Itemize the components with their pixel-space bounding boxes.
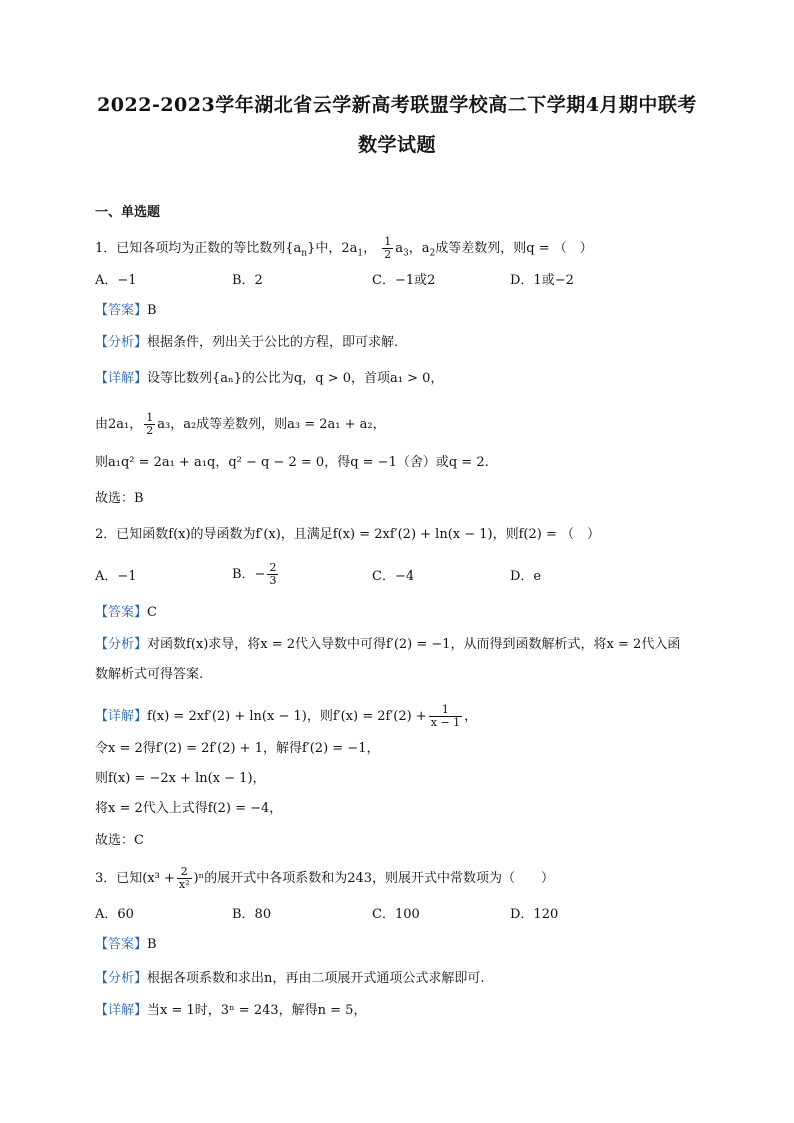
q2-detail-line: 则f(x) = −2x + ln(x − 1)，: [95, 771, 266, 786]
q1-option-d: D．1或−2: [510, 273, 574, 288]
q2-detail-line: 令x = 2得f′(2) = 2f′(2) + 1，解得f′(2) = −1，: [95, 741, 380, 756]
q3-analysis: 【分析】根据各项系数和求出n，再由二项展开式通项公式求解即可.: [95, 971, 485, 986]
q2-conclusion: 故选：C: [95, 833, 144, 848]
q3-answer: 【答案】B: [95, 937, 157, 952]
q1-detail-line: 则a₁q² = 2a₁ + a₁q，q² − q − 2 = 0，得q = −1（舍）或q = 2.: [95, 455, 489, 470]
q1-option-b: B．2: [232, 273, 263, 288]
q3-detail-line: 【详解】当x = 1时，3ⁿ = 243，解得n = 5，: [95, 1003, 367, 1018]
q2-option-d: D．e: [510, 569, 542, 584]
q2-analysis-cont: 数解析式可得答案.: [95, 667, 204, 682]
q2-detail-line: 将x = 2代入上式得f(2) = −4，: [95, 801, 283, 816]
q2-option-c: C．−4: [372, 569, 415, 584]
fraction: $\frac{1}{2}$: [146, 411, 154, 437]
q1-option-a: A．−1: [95, 273, 137, 288]
q1-conclusion: 故选：B: [95, 491, 144, 506]
fraction: $\frac{2}{3}$: [269, 561, 277, 587]
q3-option-d: D．120: [510, 907, 559, 922]
fraction: $\frac{1}{2}$: [384, 235, 392, 261]
q1-option-c: C．−1或2: [372, 273, 436, 288]
document-title: 2022-2023学年湖北省云学新高考联盟学校高二下学期4月期中联考: [97, 94, 697, 116]
q1-analysis: 【分析】根据条件，列出关于公比的方程，即可求解.: [95, 335, 399, 350]
q3-option-a: A．60: [95, 907, 134, 922]
q1-answer: 【答案】B: [95, 303, 157, 318]
q3-option-b: B．80: [232, 907, 272, 922]
fraction: $\frac{2}{\text{x²}}$: [178, 865, 190, 891]
q1-detail-line: 【详解】设等比数列{aₙ}的公比为q，q > 0，首项a₁ > 0，: [95, 371, 444, 386]
section-heading: 一、单选题: [95, 205, 161, 220]
q2-answer: 【答案】C: [95, 605, 157, 620]
q2-option-a: A．−1: [95, 569, 137, 584]
q2-detail-line: 【详解】f(x) = 2xf′(2) + ln(x − 1)，则f′(x) = 2f′(2) + $\frac{1}{x - 1}$ ，: [95, 703, 478, 729]
document-subtitle: 数学试题: [357, 134, 436, 156]
q1-stem: 1．已知各项均为正数的等比数列$\{a_n\}$中，$2a_1$， $\frac{1}{2}$ $a_3$，$a_2$成等差数列，则q = （ ）: [95, 235, 593, 261]
q2-analysis: 【分析】对函数f(x)求导，将x = 2代入导数中可得f′(2) = −1，从而得到函数解析式，将x = 2代入函: [95, 637, 681, 652]
q2-stem: 2．已知函数f(x)的导函数为f′(x)，且满足f(x) = 2xf′(2) + ln(x − 1)，则f(2) = （ ）: [95, 527, 600, 542]
q3-stem: 3．已知(x³ + $\frac{2}{\text{x²}}$ )ⁿ的展开式中各项系数和为243，则展开式中常数项为（ ）: [95, 865, 555, 891]
fraction: $\frac{1}{x - 1}$: [430, 703, 461, 729]
q3-option-c: C．100: [372, 907, 420, 922]
q1-detail-line: 由2a₁， $\frac{1}{2}$ a₃，a₂成等差数列，则a₃ = 2a₁ + a₂，: [95, 411, 386, 437]
q2-option-b: B．− $\frac{2}{3}$: [232, 561, 277, 587]
